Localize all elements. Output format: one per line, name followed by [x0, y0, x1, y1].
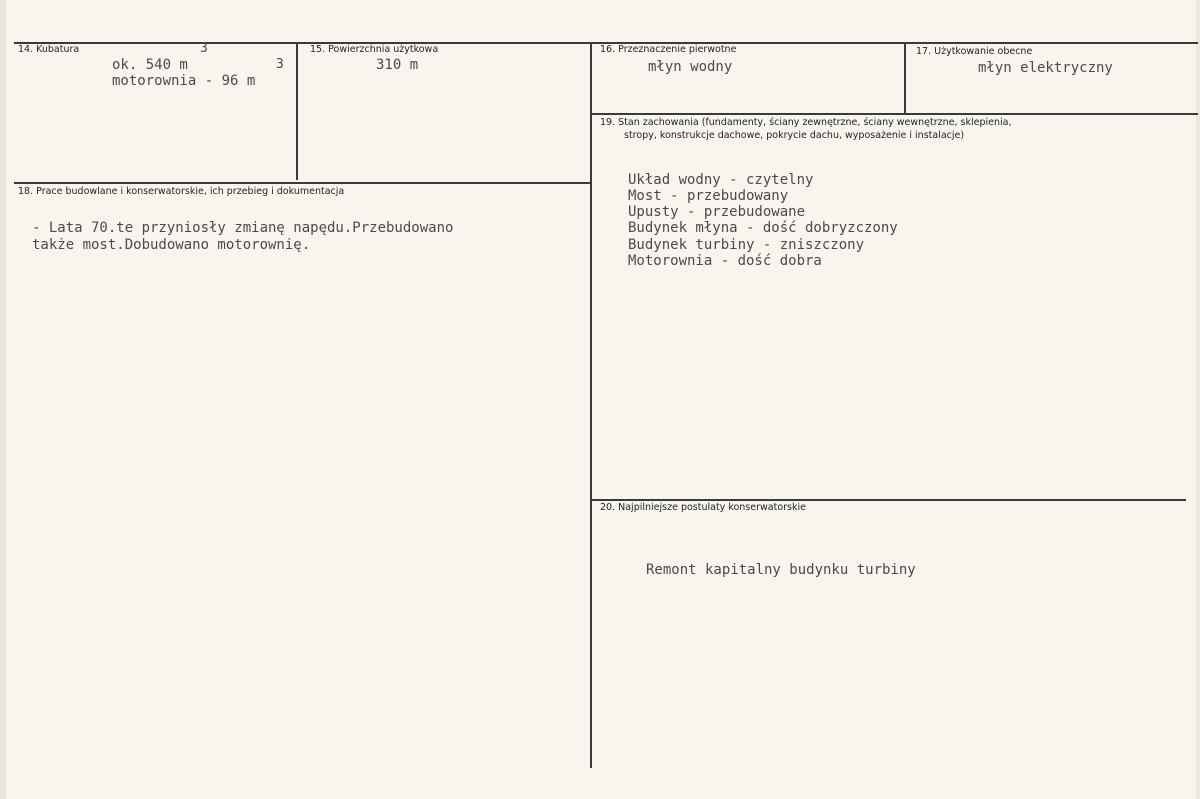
przeznaczenie-label: 16. Przeznaczenie pierwotne [600, 44, 737, 55]
stan-item: Budynek turbiny - zniszczony [628, 237, 865, 253]
rule-above-18 [14, 182, 591, 184]
stan-label-line2: stropy, konstrukcje dachowe, pokrycie dachu, wyposażenie i instalacje) [624, 130, 965, 141]
divider-left-right [590, 42, 592, 768]
powierzchnia-value: 310 m [376, 57, 419, 73]
kubatura-label: 14. Kubatura [18, 44, 80, 55]
uzytkowanie-label: 17. Użytkowanie obecne [916, 46, 1033, 57]
powierzchnia-label: 15. Powierzchnia użytkowa [310, 44, 439, 55]
stan-item: Upusty - przebudowane [628, 204, 806, 220]
uzytkowanie-value: młyn elektryczny [978, 60, 1113, 76]
prace-label: 18. Prace budowlane i konserwatorskie, ich przebieg i dokumentacja [18, 186, 345, 197]
rule-above-19 [592, 113, 1198, 115]
divider-16-17 [904, 42, 906, 114]
kubatura-superscript-2: 3 [276, 57, 284, 72]
kubatura-value-line2: motorownia - 96 m [112, 73, 256, 89]
przeznaczenie-value: młyn wodny [648, 59, 733, 75]
stan-label-line1: 19. Stan zachowania (fundamenty, ściany zewnętrzne, ściany wewnętrzne, sklepienia, [600, 117, 1012, 128]
stan-item: Most - przebudowany [628, 188, 789, 204]
stan-item: Budynek młyna - dość dobryzczony [628, 220, 898, 236]
paper-edge-right [1196, 0, 1200, 799]
stan-item: Motorownia - dość dobra [628, 253, 822, 269]
stan-item: Układ wodny - czytelny [628, 172, 814, 188]
postulaty-value: Remont kapitalny budynku turbiny [646, 562, 916, 578]
prace-text-line2: także most.Dobudowano motorownię. [32, 237, 311, 253]
postulaty-label: 20. Najpilniejsze postulaty konserwatorskie [600, 502, 806, 513]
prace-text-line1: - Lata 70.te przyniosły zmianę napędu.Przebudowano [32, 220, 454, 236]
paper-edge-left [0, 0, 6, 799]
divider-14-15 [296, 42, 298, 180]
rule-above-20 [592, 499, 1186, 501]
kubatura-value-line1: ok. 540 m [112, 57, 188, 73]
kubatura-superscript-1: 3 [200, 41, 208, 56]
